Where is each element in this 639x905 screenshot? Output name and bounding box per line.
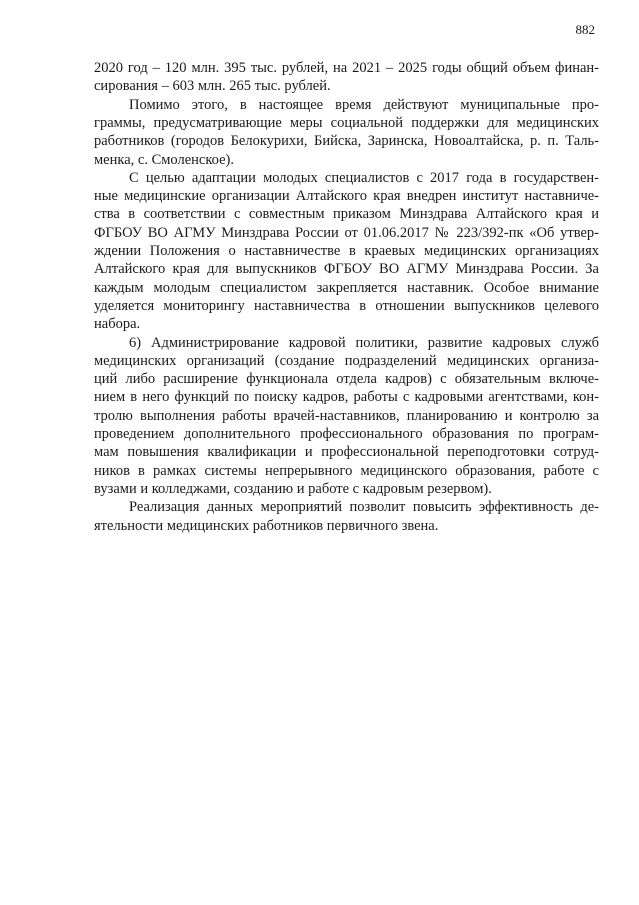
- text-line: 6) Администрирование кадровой политики, развитие кадровых служб: [129, 334, 599, 351]
- text-line: сирования – 603 млн. 265 тыс. рублей.: [94, 78, 331, 95]
- text-line: уделяется мониторингу наставничества в отношении выпускников целевого: [94, 297, 599, 314]
- text-line: вузами и колледжами, созданию и работе с кадровым резервом).: [94, 480, 492, 497]
- text-line: Алтайского края для выпускников ФГБОУ ВО АГМУ Минздрава России. За: [94, 261, 599, 278]
- text-line: Помимо этого, в настоящее время действуют муниципальные про-: [129, 96, 599, 113]
- text-line: ций либо расширение функционала отдела кадров) с обязательным включе-: [94, 371, 599, 388]
- text-line: каждым молодым специалистом закрепляется наставник. Особое внимание: [94, 279, 599, 296]
- text-line: мам повышения квалификации и профессиональной переподготовки сотруд-: [94, 444, 599, 461]
- text-line: тролю выполнения работы врачей-наставников, планированию и контролю за: [94, 407, 599, 424]
- text-line: ные медицинские организации Алтайского края внедрен институт наставниче-: [94, 188, 599, 205]
- text-line: 2020 год – 120 млн. 395 тыс. рублей, на 2021 – 2025 годы общий объем финан-: [94, 60, 599, 76]
- text-line: Реализация данных мероприятий позволит повысить эффективность де-: [129, 499, 599, 516]
- text-line: проведением дополнительного профессионального образования по програм-: [94, 426, 599, 442]
- text-line: набора.: [94, 316, 141, 333]
- text-line: ждении Положения о наставничестве в краевых медицинских организациях: [94, 243, 599, 259]
- text-line: работников (городов Белокурихи, Бийска, Заринска, Новоалтайска, р. п. Таль-: [94, 133, 599, 150]
- text-line: ФГБОУ ВО АГМУ Минздрава России от 01.06.2017 № 223/392-пк «Об утвер-: [94, 224, 599, 241]
- text-line: ников в рамках системы непрерывного медицинского образования, работе с: [94, 462, 599, 479]
- text-line: нием в него функций по поиску кадров, работы с кадровыми агентствами, кон-: [94, 389, 599, 406]
- text-line: С целью адаптации молодых специалистов с 2017 года в государствен-: [129, 169, 599, 186]
- text-line: ятельности медицинских работников первичного звена.: [94, 517, 439, 534]
- text-line: ства в соответствии с совместным приказом Минздрава Алтайского края и: [94, 206, 599, 223]
- page-number: 882: [575, 22, 595, 37]
- text-line: граммы, предусматривающие меры социальной поддержки для медицинских: [94, 114, 599, 131]
- text-line: медицинских организаций (создание подразделений медицинских организа-: [94, 352, 599, 369]
- text-line: менка, с. Смоленское).: [94, 151, 234, 168]
